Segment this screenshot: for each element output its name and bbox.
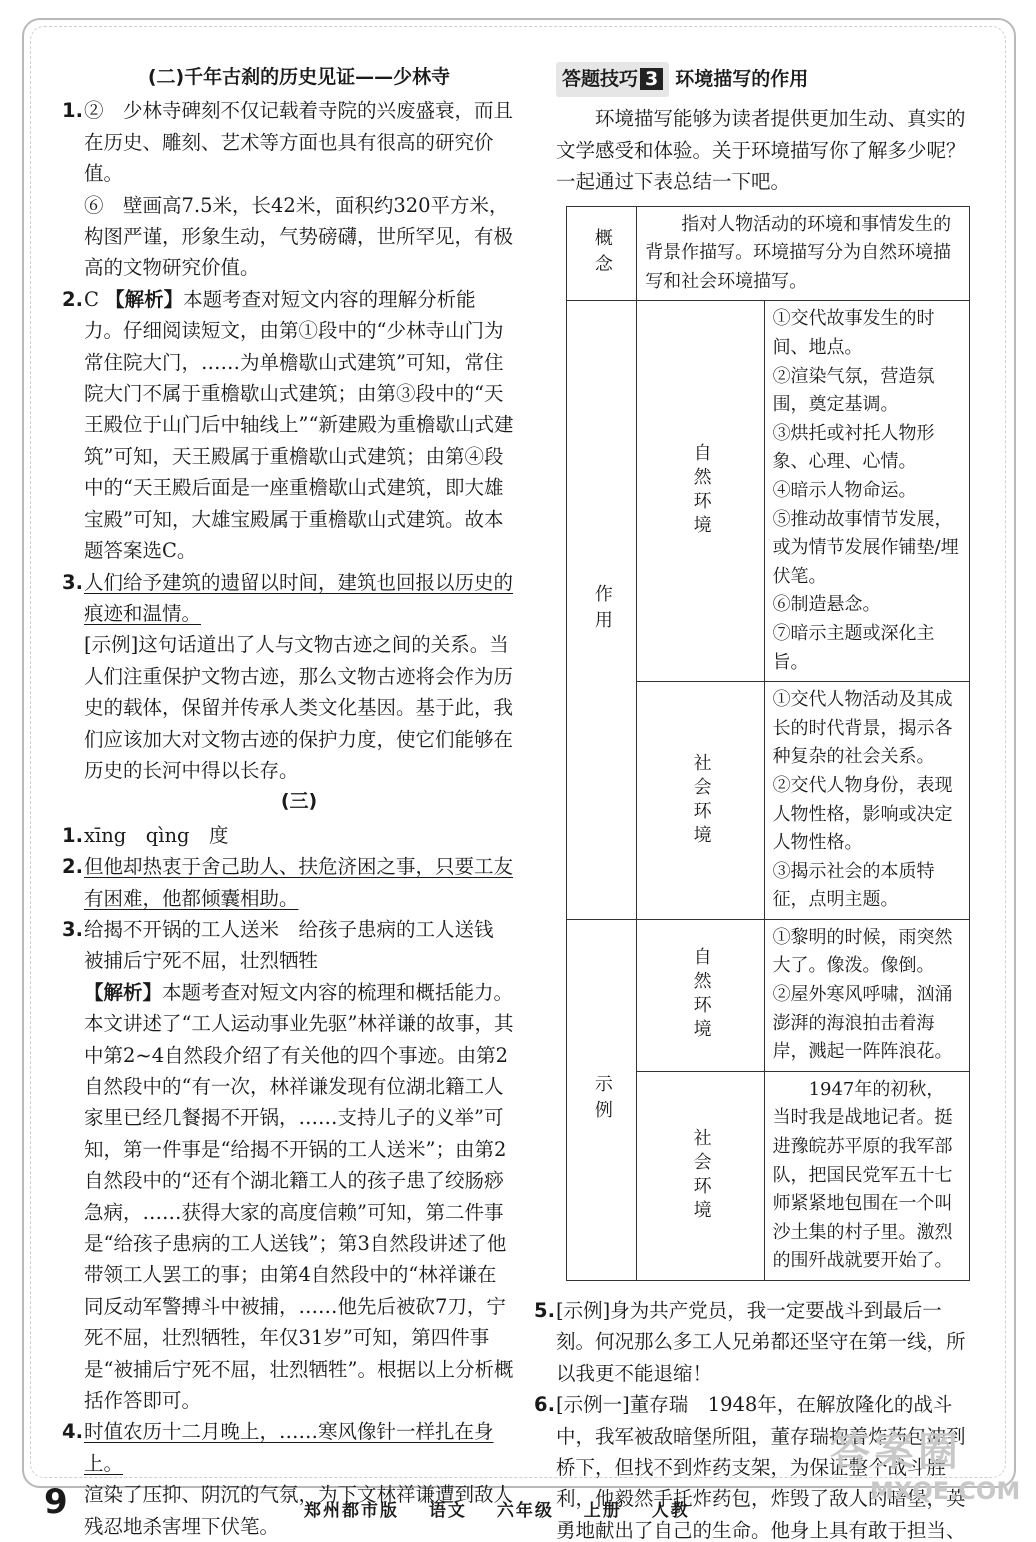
watermark-main: 答案圈 <box>830 1429 962 1475</box>
answer-text: [示例]身为共产党员，我一定要战斗到最后一刻。何况那么多工人兄弟都还坚守在第一线，所以我更不能退缩！ <box>556 1299 966 1385</box>
tip-number: 3 <box>640 68 663 90</box>
answer-3 <box>62 567 514 787</box>
page-number: 9 <box>44 1482 68 1522</box>
answer-number: 1. <box>62 823 83 847</box>
example-one: [示例一]董存瑞 1948年，在解放隆化的战斗中，我军被敌暗堡所阻，董存瑞抱着炸药包冲到桥下，但找不到炸药支架，为保证整个战斗胜利，他毅然手托炸药包，炸毁了敌人的暗堡，英勇地献出了自己的生命。他身上具有敢于担当、 <box>556 1393 966 1542</box>
footer-subject: 语文 <box>428 1501 467 1521</box>
answer-number: 2. <box>62 855 83 879</box>
sub-label-ex-natural: 自然环境 <box>637 919 764 1071</box>
list-item: ②交代人物身份，表现人物性格，影响或决定人物性格。 <box>772 774 953 854</box>
row-label-effect: 作用 <box>567 301 637 919</box>
table-row <box>567 206 970 301</box>
answer-number: 3. <box>62 917 83 941</box>
table-row <box>567 919 970 1071</box>
watermark-logo <box>830 1420 1020 1505</box>
analysis-text: 本题考查对短文内容的理解分析能力。仔细阅读短文，由第①段中的“少林寺山门为常住院大门，……为单檐歇山式建筑”可知，常住院大门不属于重檐歇山式建筑；由第③段中的“天王殿位于山门后中轴线上”“新建殿为重檐歇山式建筑”可知，天王殿属于重檐歇山式建筑；由第④段中的“天王殿后面是一座重檐歇山式建筑，即大雄宝殿”可知，大雄宝殿属于重檐歇山式建筑。故本题答案选C。 <box>84 287 514 563</box>
list-item: ①交代人物活动及其成长的时代背景，揭示各种复杂的社会关系。 <box>772 689 953 768</box>
section-subtitle: (三) <box>280 790 318 813</box>
answer-text: 给揭不开锅的工人送米 给孩子患病的工人送钱 被捕后宁死不屈，壮烈牺牲 <box>84 917 514 973</box>
answer-text: 但他却热衷于舍己助人、扶危济困之事，只要工友有困难，他都倾囊相助。 <box>84 855 514 910</box>
analysis-text: 本题考查对短文内容的梳理和概括能力。本文讲述了“工人运动事业先驱”林祥谦的故事，其中第2~4自然段介绍了有关他的四个事迹。由第2自然段中的“有一次，林祥谦发现有位湖北籍工人家里已经几餐揭不开锅，……支持儿子的义举”可知，第一件事是“给揭不开锅的工人送米”；由第2自然段中的“还有个湖北籍工人的孩子患了绞肠痧急病，……获得大家的高度信赖”可知，第二件事是“给孩子患病的工人送钱”；第3自然段讲述了他带领工人罢工的事；由第4自然段中的“林祥谦在同反动军警搏斗中被捕，……他先后被砍7刀，宁死不屈，壮烈牺牲，年仅31岁”可知，第四件事是“被捕后宁死不屈，壮烈牺牲”。根据以上分析概括作答即可。 <box>84 980 514 1413</box>
answer-s3 <box>62 914 514 1417</box>
list-item: ⑦暗示主题或深化主旨。 <box>772 622 935 673</box>
tip-badge <box>556 62 669 97</box>
right-column <box>534 62 976 1542</box>
answer-text: ⑥ 壁画高7.5米，长42米，面积约320平方米，构图严谨，形象生动，气势磅礴，世所罕见，有极高的文物研究价值。 <box>84 193 514 280</box>
quoted-sentence: 人们给予建筑的遗留以时间，建筑也回报以历史的痕迹和温情。 <box>84 570 514 625</box>
answer-number: 5. <box>534 1299 555 1322</box>
answer-1 <box>62 95 514 283</box>
answer-number: 2. <box>62 287 83 311</box>
footer-info <box>304 1496 712 1521</box>
answer-number: 6. <box>534 1393 555 1417</box>
tip-badge-label: 答题技巧 <box>562 68 639 90</box>
example-text: [示例]这句话道出了人与文物古迹之间的关系。当人们注重保护文物古迹，那么文物古迹将会作为历史的载体，保留并传承人类文化基因。基于此，我们应该加大对文物古迹的保护力度，使它们能够在历史的长河中得以长存。 <box>84 633 514 782</box>
natural-effects <box>764 301 969 682</box>
footer-grade: 六年级 <box>496 1501 554 1521</box>
row-label-concept: 概念 <box>567 206 637 301</box>
social-example: 1947年的初秋，当时我是战地记者。挺进豫皖苏平原的我军部队，把国民党军五十七师紧紧地包围在一个叫沙土集的村子里。激烈的围歼战就要开始了。 <box>764 1071 969 1280</box>
list-item: ⑥制造悬念。 <box>772 594 881 616</box>
answer-choice: C <box>84 287 99 311</box>
answer-s1 <box>62 820 514 851</box>
tip-header <box>556 62 976 97</box>
list-item: ②屋外寒风呼啸，汹涌澎湃的海浪拍击着海岸，溅起一阵阵浪花。 <box>772 984 953 1063</box>
tip-title: 环境描写的作用 <box>675 68 809 90</box>
answer-text: ② 少林寺碑刻不仅记载着寺院的兴废盛衰，而且在历史、雕刻、艺术等方面也具有很高的研究价值。 <box>84 99 514 186</box>
natural-examples <box>764 919 969 1071</box>
answer-number: 4. <box>62 1420 83 1444</box>
list-item: ④暗示人物命运。 <box>772 479 917 501</box>
answer-2 <box>62 284 514 567</box>
quoted-sentence: 时值农历十二月晚上，……寒风像针一样扎在身上。 <box>84 1420 494 1475</box>
answer-text: xīng qìng 度 <box>84 823 229 847</box>
sub-label-social: 社会环境 <box>637 682 764 920</box>
section-title: (二)千年古刹的历史见证——少林寺 <box>147 66 451 88</box>
list-item: ①黎明的时候，雨突然大了。像泼。像倒。 <box>772 926 953 977</box>
list-item: ①交代故事发生的时间、地点。 <box>772 308 935 358</box>
left-column <box>62 62 514 1542</box>
social-effects <box>764 682 969 920</box>
sub-label-ex-social: 社会环境 <box>637 1071 764 1280</box>
analysis-tag: 【解析】 <box>105 287 184 311</box>
list-item: ③揭示社会的本质特征，点明主题。 <box>772 860 935 911</box>
row-label-example: 示例 <box>567 919 637 1280</box>
list-item: ②渲染气氛，营造氛围，奠定基调。 <box>772 365 935 416</box>
sub-label-natural: 自然环境 <box>637 301 764 682</box>
answer-number: 3. <box>62 570 83 594</box>
list-item: ③烘托或衬托人物形象、心理、心情。 <box>772 422 935 473</box>
footer-edition: 郑州都市版 <box>304 1501 399 1521</box>
footer-publisher: 人教 <box>651 1501 690 1521</box>
footer-volume: 上册 <box>583 1501 622 1521</box>
tip-intro: 环境描写能够为读者提供更加生动、真实的文学感受和体验。关于环境描写你了解多少呢？一起通过下表总结一下吧。 <box>556 107 966 194</box>
analysis-tag: 【解析】 <box>84 980 163 1004</box>
answer-s2 <box>62 851 514 914</box>
watermark-url: MXQE.COM <box>870 1477 1021 1505</box>
answer-5 <box>534 1295 976 1389</box>
list-item: ⑤推动故事情节发展，或为情节发展作铺垫/埋伏笔。 <box>772 508 959 587</box>
answer-number: 1. <box>62 99 83 123</box>
table-row <box>567 301 970 682</box>
environment-table <box>566 206 970 1281</box>
answer-text: 渲染了压抑、阴沉的气氛，为下文林祥谦遭到敌人残忍地杀害埋下伏笔。 <box>84 1483 514 1538</box>
concept-text: 指对人物活动的环境和事情发生的背景作描写。环境描写分为自然环境描写和社会环境描写。 <box>637 206 970 301</box>
